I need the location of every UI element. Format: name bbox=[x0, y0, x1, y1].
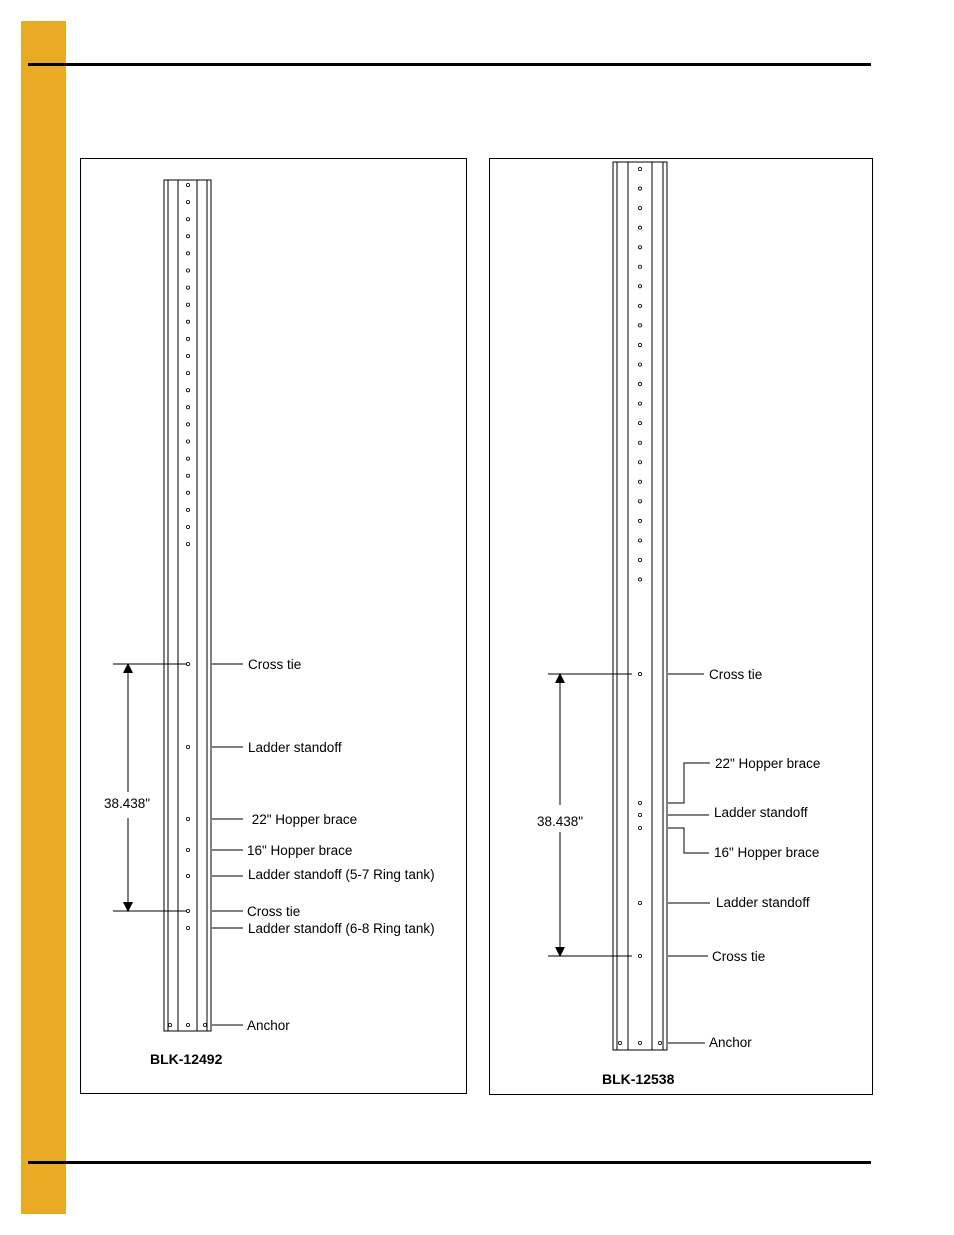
right-post bbox=[613, 162, 667, 1050]
bolt-hole bbox=[638, 363, 641, 366]
right-label-hopper-brace-16: 16" Hopper brace bbox=[714, 845, 820, 860]
bolt-hole bbox=[186, 508, 189, 511]
bolt-hole bbox=[638, 246, 641, 249]
bolt-hole bbox=[186, 269, 189, 272]
right-label-cross-tie-bottom: Cross tie bbox=[712, 949, 766, 964]
bolt-hole bbox=[638, 519, 641, 522]
left-label-ladder-standoff: Ladder standoff bbox=[248, 740, 342, 755]
bolt-hole bbox=[186, 201, 189, 204]
bolt-hole bbox=[186, 218, 189, 221]
right-dimension-label: 38.438" bbox=[537, 814, 584, 829]
bolt-hole bbox=[186, 440, 189, 443]
bolt-hole bbox=[638, 461, 641, 464]
left-label-cross-tie-top: Cross tie bbox=[248, 657, 302, 672]
bolt-hole bbox=[638, 226, 641, 229]
bolt-hole bbox=[638, 578, 641, 581]
bolt-hole bbox=[638, 285, 641, 288]
bolt-hole bbox=[186, 474, 189, 477]
bolt-hole bbox=[186, 252, 189, 255]
right-leader-lines bbox=[548, 674, 710, 1043]
bolt-hole bbox=[186, 235, 189, 238]
right-part-number: BLK-12538 bbox=[602, 1071, 675, 1087]
left-label-cross-tie-bottom: Cross tie bbox=[247, 904, 301, 919]
bolt-hole bbox=[186, 337, 189, 340]
left-label-hopper-brace-16: 16" Hopper brace bbox=[247, 843, 353, 858]
left-post-holes bbox=[186, 183, 189, 545]
bolt-hole bbox=[638, 207, 641, 210]
right-label-ladder-standoff-b: Ladder standoff bbox=[716, 895, 810, 910]
bolt-hole bbox=[638, 422, 641, 425]
right-post-holes bbox=[638, 167, 641, 581]
bolt-hole bbox=[186, 423, 189, 426]
bolt-hole bbox=[638, 187, 641, 190]
bolt-hole bbox=[638, 480, 641, 483]
bolt-hole bbox=[638, 558, 641, 561]
right-post-feature-holes bbox=[618, 672, 661, 1044]
bolt-hole bbox=[186, 286, 189, 289]
left-label-ladder-standoff-5-7: Ladder standoff (5-7 Ring tank) bbox=[248, 867, 435, 882]
right-label-hopper-brace-22: 22" Hopper brace bbox=[715, 756, 821, 771]
bolt-hole bbox=[186, 457, 189, 460]
bolt-hole bbox=[638, 441, 641, 444]
left-part-number: BLK-12492 bbox=[150, 1051, 223, 1067]
bolt-hole bbox=[186, 525, 189, 528]
bolt-hole bbox=[186, 491, 189, 494]
left-label-hopper-brace-22: 22" Hopper brace bbox=[248, 812, 358, 827]
bolt-hole bbox=[638, 167, 641, 170]
bolt-hole bbox=[186, 354, 189, 357]
right-label-cross-tie-top: Cross tie bbox=[709, 667, 763, 682]
bolt-hole bbox=[186, 389, 189, 392]
left-post-feature-holes bbox=[168, 662, 206, 1026]
bolt-hole bbox=[186, 543, 189, 546]
bolt-hole bbox=[186, 406, 189, 409]
bolt-hole bbox=[186, 303, 189, 306]
bolt-hole bbox=[638, 539, 641, 542]
bolt-hole bbox=[638, 500, 641, 503]
left-dimension-label: 38.438" bbox=[104, 796, 151, 811]
bolt-hole bbox=[638, 382, 641, 385]
bolt-hole bbox=[186, 183, 189, 186]
bolt-hole bbox=[638, 343, 641, 346]
bolt-hole bbox=[638, 402, 641, 405]
right-label-anchor: Anchor bbox=[709, 1035, 752, 1050]
left-label-anchor: Anchor bbox=[247, 1018, 290, 1033]
bolt-hole bbox=[186, 372, 189, 375]
left-post bbox=[164, 180, 211, 1031]
bolt-hole bbox=[638, 324, 641, 327]
bolt-hole bbox=[638, 265, 641, 268]
bolt-hole bbox=[638, 304, 641, 307]
bolt-hole bbox=[186, 320, 189, 323]
left-label-ladder-standoff-6-8: Ladder standoff (6-8 Ring tank) bbox=[248, 921, 435, 936]
right-label-ladder-standoff-a: Ladder standoff bbox=[714, 805, 808, 820]
